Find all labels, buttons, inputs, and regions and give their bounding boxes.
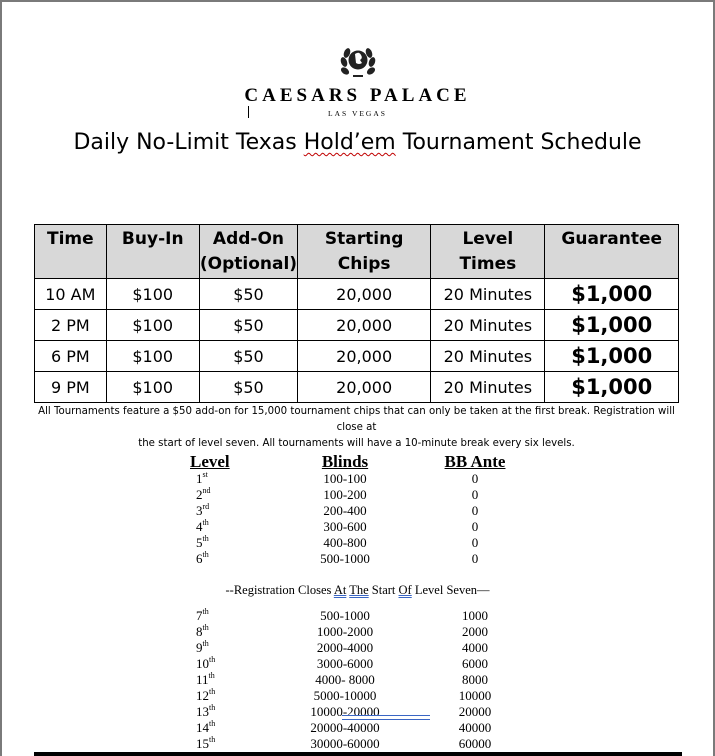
level-ordinal-suffix: th bbox=[209, 703, 216, 712]
level-bb-ante: 0 bbox=[471, 551, 479, 566]
level-number-value: 14 bbox=[196, 720, 209, 735]
header-starting-chips: Starting Chips bbox=[298, 225, 431, 279]
level-ordinal-suffix: th bbox=[202, 550, 209, 559]
level-bb-ante: 20000 bbox=[458, 704, 492, 719]
laurel-bust-emblem-icon bbox=[338, 42, 378, 80]
level-bb-ante: 10000 bbox=[458, 688, 492, 703]
header-guarantee: Guarantee bbox=[545, 225, 679, 279]
header-time: Time bbox=[35, 225, 107, 279]
level-number-value: 12 bbox=[196, 688, 209, 703]
level-number bbox=[196, 672, 236, 688]
level-number-value: 13 bbox=[196, 704, 209, 719]
registration-close-note bbox=[150, 583, 565, 598]
cell-time: 2 PM bbox=[35, 310, 107, 341]
level-blinds: 5000-10000 bbox=[313, 688, 377, 703]
level-number-value: 7 bbox=[196, 608, 203, 623]
regnote-flagged-word: The bbox=[349, 583, 369, 597]
level-number bbox=[196, 551, 236, 567]
level-ordinal-suffix: th bbox=[202, 607, 209, 616]
level-bb-ante: 8000 bbox=[462, 672, 488, 687]
level-number-value: 4 bbox=[196, 519, 203, 534]
level-ordinal-suffix: th bbox=[202, 623, 209, 632]
table-row bbox=[35, 372, 679, 403]
level-number-value: 15 bbox=[196, 736, 209, 751]
level-number bbox=[196, 720, 236, 736]
cell-level-times: 20 Minutes bbox=[431, 279, 545, 310]
level-number-value: 10 bbox=[196, 656, 209, 671]
level-blinds: 400-800 bbox=[323, 535, 367, 550]
text-cursor bbox=[248, 106, 249, 118]
cell-chips: 20,000 bbox=[298, 279, 431, 310]
cell-time: 10 AM bbox=[35, 279, 107, 310]
cell-addon: $50 bbox=[199, 341, 297, 372]
cell-buyin: $100 bbox=[106, 310, 199, 341]
level-blinds: 3000-6000 bbox=[316, 656, 374, 671]
level-number-value: 5 bbox=[196, 535, 203, 550]
level-blinds: 100-100 bbox=[323, 471, 367, 486]
cell-chips: 20,000 bbox=[298, 372, 431, 403]
cell-buyin: $100 bbox=[106, 279, 199, 310]
brand-name: CAESARS PALACE bbox=[244, 85, 471, 106]
level-bb-ante: 6000 bbox=[462, 656, 488, 671]
level-number-value: 3 bbox=[196, 503, 203, 518]
cell-guarantee: $1,000 bbox=[545, 341, 679, 372]
header-addon-line1: Add-On bbox=[212, 229, 285, 249]
level-blinds: 500-1000 bbox=[320, 608, 370, 623]
level-ordinal-suffix: th bbox=[209, 687, 216, 696]
note-line-1: All Tournaments feature a $50 add-on for 15,000 tournament chips that can only be taken at the first break. Registration will close at bbox=[38, 406, 675, 433]
spelling-flagged-word: Hold’em bbox=[303, 130, 396, 155]
cell-buyin: $100 bbox=[106, 372, 199, 403]
cell-addon: $50 bbox=[199, 279, 297, 310]
level-number bbox=[196, 688, 236, 704]
cell-guarantee: $1,000 bbox=[545, 372, 679, 403]
level-blinds: 4000- 8000 bbox=[315, 672, 375, 687]
level-number bbox=[196, 656, 236, 672]
level-blinds: 1000-2000 bbox=[316, 624, 374, 639]
level-bb-ante: 0 bbox=[471, 503, 479, 518]
level-blinds: 10000-20000 bbox=[310, 704, 380, 719]
table-row bbox=[35, 310, 679, 341]
level-number bbox=[196, 535, 236, 551]
level-blinds: 30000-60000 bbox=[310, 736, 380, 751]
blinds-header-ante: BB Ante bbox=[444, 452, 506, 471]
cell-buyin: $100 bbox=[106, 341, 199, 372]
header-buyin: Buy-In bbox=[106, 225, 199, 279]
level-bb-ante: 0 bbox=[471, 535, 479, 550]
level-bb-ante: 0 bbox=[471, 519, 479, 534]
table-row bbox=[35, 341, 679, 372]
level-number bbox=[196, 624, 236, 640]
level-number-value: 8 bbox=[196, 624, 203, 639]
level-bb-ante: 0 bbox=[471, 471, 479, 486]
regnote-part: --Registration Closes bbox=[225, 583, 334, 597]
window-border-top bbox=[0, 0, 715, 2]
cell-addon: $50 bbox=[199, 372, 297, 403]
level-number-value: 11 bbox=[196, 672, 209, 687]
cell-chips: 20,000 bbox=[298, 341, 431, 372]
regnote-flagged-word: At bbox=[333, 583, 347, 597]
regnote-part: Level Seven— bbox=[411, 583, 490, 597]
tournament-note bbox=[34, 404, 679, 452]
grammar-flag-underline bbox=[342, 715, 430, 720]
level-bb-ante: 60000 bbox=[458, 736, 492, 751]
level-ordinal-suffix: th bbox=[208, 671, 215, 680]
cell-level-times: 20 Minutes bbox=[431, 372, 545, 403]
level-ordinal-suffix: nd bbox=[202, 486, 211, 495]
regnote-flagged-word: Of bbox=[398, 583, 412, 597]
cell-time: 9 PM bbox=[35, 372, 107, 403]
level-number bbox=[196, 487, 236, 503]
level-bb-ante: 1000 bbox=[462, 608, 488, 623]
level-number bbox=[196, 519, 236, 535]
level-number bbox=[196, 503, 236, 519]
level-bb-ante: 40000 bbox=[458, 720, 492, 735]
level-ordinal-suffix: th bbox=[209, 735, 216, 744]
level-number bbox=[196, 640, 236, 656]
page-bottom-rule bbox=[34, 752, 682, 756]
cell-chips: 20,000 bbox=[298, 310, 431, 341]
cell-guarantee: $1,000 bbox=[545, 279, 679, 310]
level-number bbox=[196, 704, 236, 720]
regnote-part: Start bbox=[368, 583, 399, 597]
level-number bbox=[196, 736, 236, 752]
cell-level-times: 20 Minutes bbox=[431, 310, 545, 341]
level-blinds: 300-600 bbox=[323, 519, 367, 534]
cell-level-times: 20 Minutes bbox=[431, 341, 545, 372]
level-bb-ante: 4000 bbox=[462, 640, 488, 655]
level-ordinal-suffix: th bbox=[209, 719, 216, 728]
blinds-header-blinds: Blinds bbox=[321, 452, 369, 471]
level-ordinal-suffix: st bbox=[202, 470, 208, 479]
table-row bbox=[35, 279, 679, 310]
brand-location: LAS VEGAS bbox=[328, 109, 387, 118]
level-ordinal-suffix: th bbox=[202, 518, 209, 527]
level-number bbox=[196, 471, 236, 487]
level-bb-ante: 0 bbox=[471, 487, 479, 502]
tournament-schedule-table bbox=[34, 224, 679, 403]
level-bb-ante: 2000 bbox=[462, 624, 488, 639]
title-part: Daily No-Limit Texas bbox=[73, 130, 304, 155]
level-number-value: 6 bbox=[196, 551, 203, 566]
level-number bbox=[196, 608, 236, 624]
level-blinds: 2000-4000 bbox=[316, 640, 374, 655]
header-addon bbox=[199, 225, 297, 279]
page-title bbox=[0, 130, 715, 155]
level-ordinal-suffix: th bbox=[209, 655, 216, 664]
level-number-value: 1 bbox=[196, 471, 203, 486]
note-line-2: the start of level seven. All tournaments will have a 10-minute break every six levels. bbox=[138, 438, 575, 449]
level-blinds: 20000-40000 bbox=[310, 720, 380, 735]
level-blinds: 200-400 bbox=[323, 503, 367, 518]
level-blinds: 500-1000 bbox=[320, 551, 370, 566]
level-ordinal-suffix: th bbox=[202, 639, 209, 648]
table-header-row bbox=[35, 225, 679, 279]
title-part: Tournament Schedule bbox=[395, 130, 642, 155]
caesars-logo bbox=[0, 42, 715, 118]
header-addon-line2: (Optional) bbox=[199, 254, 298, 274]
level-ordinal-suffix: th bbox=[202, 534, 209, 543]
level-number-value: 2 bbox=[196, 487, 203, 502]
level-ordinal-suffix: rd bbox=[202, 502, 210, 511]
header-level-times: Level Times bbox=[431, 225, 545, 279]
blinds-header-level: Level bbox=[190, 452, 230, 471]
cell-addon: $50 bbox=[199, 310, 297, 341]
level-blinds: 100-200 bbox=[323, 487, 367, 502]
cell-guarantee: $1,000 bbox=[545, 310, 679, 341]
level-number-value: 9 bbox=[196, 640, 203, 655]
cell-time: 6 PM bbox=[35, 341, 107, 372]
